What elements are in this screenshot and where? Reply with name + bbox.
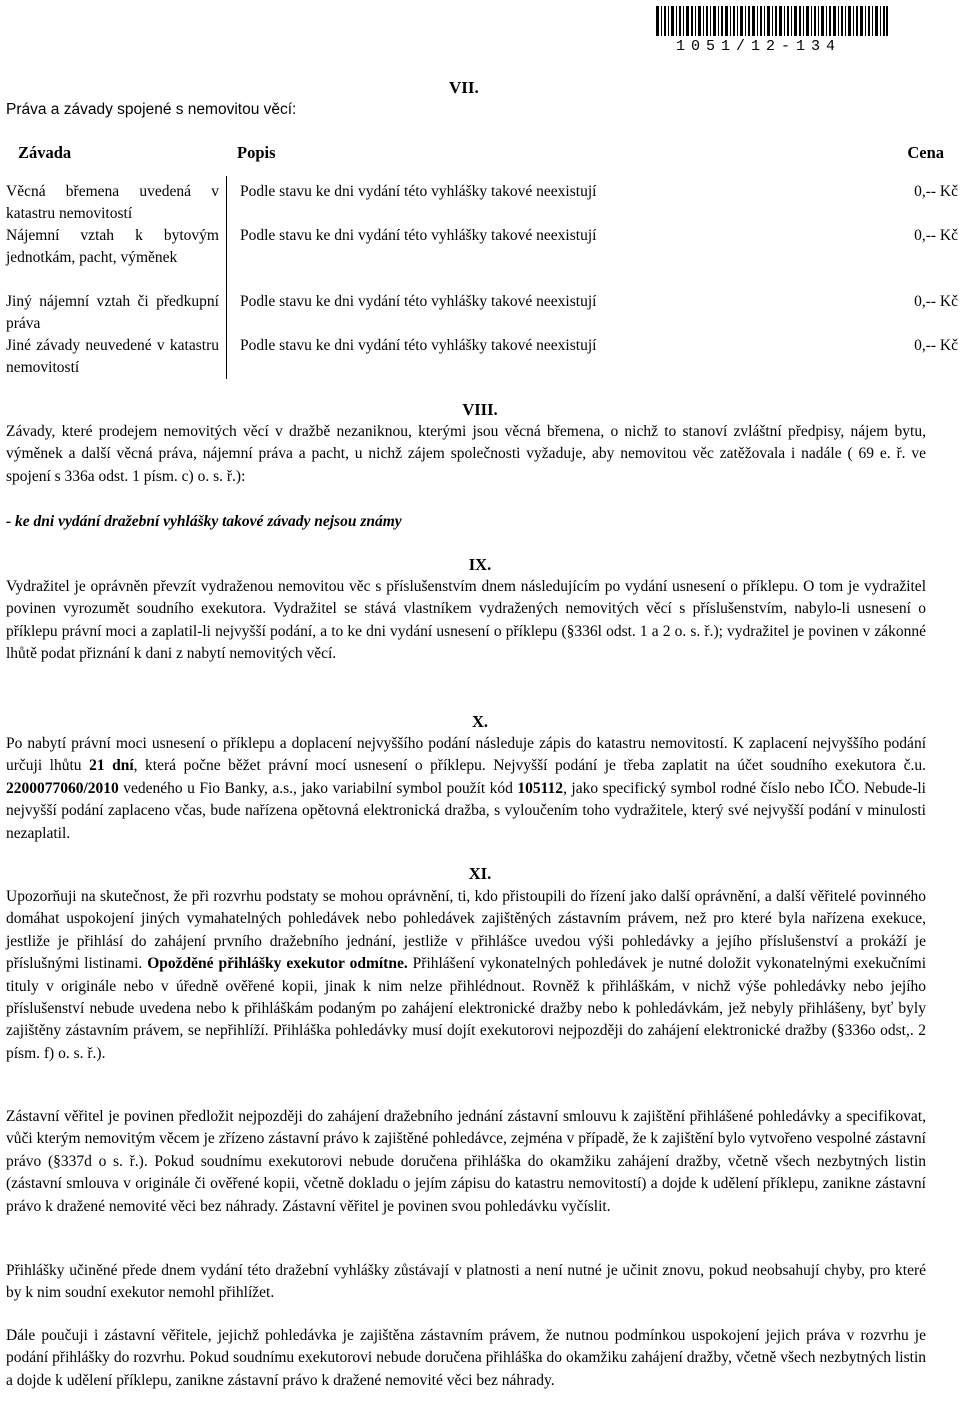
section-x-text-1: Po nabytí právní moci usnesení o příklepu a doplacení nejvyššího podání následuje zápis do katastru nemovitostí. K zaplacení nejvyššího podání určuji lhůtu: [6, 735, 926, 775]
section-heading-x: X.: [471, 712, 489, 731]
table-row-label: Věcná břemena uvedená v katastru nemovitostí: [6, 183, 219, 222]
table-row-label: Nájemní vztah k bytovým jednotkám, pacht, výměnek: [6, 227, 219, 266]
table-row-price: 0,-- Kč: [914, 337, 958, 354]
table-column-divider: [226, 176, 227, 379]
section-xi-paragraph-3: Přihlášky učiněné přede dnem vydání této dražební vyhlášky zůstávají v platnosti a není nutné je učinit znovu, pokud neobsahují chyby, pro které by k nim soudní exekutor nemohl přihlížet.: [6, 1262, 926, 1302]
section-heading-viii: VIII.: [462, 400, 498, 419]
section-heading-xi: XI.: [468, 864, 492, 883]
table-row-label: Jiný nájemní vztah či předkupní práva: [6, 293, 219, 332]
table-row-description: Podle stavu ke dni vydání této vyhlášky takové neexistují: [240, 183, 597, 200]
section-xi-text-2: Přihlášení vykonatelných pohledávek je nutné doložit vykonatelnými exekučními tituly v originále nebo v úředně ověřené kopii, jinak k nim nelze přihlédnout. Rovněž k přihláškám, v nichž výše pohledávky nebo jejího příslušenství nebude uvedena nebo k přihláškám podaným po zahájení elektronické dražby nebo k pohledávkám, jež nebyly přihlášeny, byť byly zajištěny zástavním právem, se nepřihlíží. Přihláška pohledávky musí dojít exekutorovi nejpozději do zahájení elektronické dražby (§336o odst,. 2 písm. f) o. s. ř.).: [6, 955, 927, 1062]
late-notice: Opožděné přihlášky exekutor odmítne.: [147, 955, 408, 973]
section-xi-text-1: Upozorňuji na skutečnost, že při rozvrhu podstaty se mohou oprávnění, ti, kdo přistoupili do řízení jako další oprávnění, a další věřitelé povinného domáhat uspokojení jiných vymahatelných pohledávek nebo pohledávek zajištěných zástavním právem, než pro které byla nařízena exekuce, jestliže je přihlásí do zahájení prvního dražebního jednání, jestliže v přihlášce uvedou výši pohledávky a jejího příslušenství a prokáží je příslušnými listinami.: [6, 888, 926, 973]
table-row-price: 0,-- Kč: [914, 183, 958, 200]
section-xi-text: [6, 886, 926, 1065]
table-row-price: 0,-- Kč: [914, 227, 958, 244]
section-viii-text: Závady, které prodejem nemovitých věcí v dražbě nezaniknou, kterými jsou věcná břemena, o nichž to stanoví zvláštní předpisy, nájem bytu, výměnek a další věcná práva, nájemní práva a pacht, u nichž zájem společnosti vyžaduje, aby nemovitou věc zatěžovala i nadále ( 69 e. ř. ve spojení s 336a odst. 1 písm. c) o. s. ř.):: [6, 423, 926, 485]
column-header-price: Cena: [907, 143, 944, 162]
table-row-description: Podle stavu ke dni vydání této vyhlášky takové neexistují: [240, 227, 597, 244]
section-heading-vii: VII.: [449, 78, 479, 97]
section-x-text-4: , jako specifický symbol rodné číslo nebo IČO. Nebude-li nejvyšší podání zaplaceno včas, bude nařízena opětovná elektronická dražba, s vyloučením toho vydražitele, který své nejvyšší podání v minulosti nezaplatil.: [6, 779, 926, 842]
variable-symbol: 105112: [517, 779, 564, 797]
section-xi-paragraph-2: Zástavní věřitel je povinen předložit nejpozději do zahájení dražebního jednání zástavní smlouvu k zajištění přihlášené pohledávky a specifikovat, vůči kterým nemovitým věcem je zřízeno zástavní právo k zajištěné pohledávce, zejména v případě, že k zajištění bylo vytvořeno vespolné zástavní právo (§337d o s. ř.). Pokud soudnímu exekutorovi nebude doručena přihláška do okamžiku zahájení dražby, včetně všech nezbytných listin (zástavní smlouva v originále či ověřené kopii, včetně dokladu o jejím zápisu do katastru nemovitostí) a dojde k udělení příklepu, zanikne zástavní právo k dražené nemovité věci bez náhrady. Zástavní věřitel je povinen svou pohledávku vyčíslit.: [6, 1108, 926, 1215]
section-x-text-3: vedeného u Fio Banky, a.s., jako variabilní symbol použít kód: [118, 779, 518, 797]
section-viii-note: - ke dni vydání dražební vyhlášky takové závady nejsou známy: [6, 513, 402, 530]
column-header-description: Popis: [237, 143, 276, 162]
section-x-text-2: , která počne běžet právní mocí usnesení o příklepu. Nejvyšší podání je třeba zaplatit na účet soudního exekutora č.u.: [133, 757, 926, 775]
table-row-price: 0,-- Kč: [914, 293, 958, 310]
bank-account-number: 2200077060/2010: [6, 779, 119, 797]
section-ix-text: Vydražitel je oprávněn převzít vydraženou nemovitou věc s příslušenstvím dnem následujícím po vydání usnesení o příklepu. O tom je vydražitel povinen vyrozumět soudního exekutora. Vydražitel se stává vlastníkem vydražených nemovitých věcí s příslušenstvím, nabylo-li usnesení o příklepu právní moci a zaplatil-li nejvyšší podání, a to ke dni vydání usnesení o příklepu (§336l odst. 1 a 2 o. s. ř.); vydražitel je povinen v zákonné lhůtě podat přiznání k dani z nabytí nemovitých věcí.: [6, 578, 926, 663]
section-heading-ix: IX.: [468, 555, 492, 574]
section-xi-paragraph-4: Dále poučuji i zástavní věřitele, jejichž pohledávka je zajištěna zástavním právem, že nutnou podmínkou uspokojení jejich práva v rozvrhu je podání přihlášky do rozvrhu. Pokud soudnímu exekutorovi nebude doručena přihláška do okamžiku zahájení dražby, včetně všech nezbytných listin a dojde k udělení příklepu, zanikne zástavní právo k dražené nemovité věci bez náhrady.: [6, 1327, 926, 1389]
payment-deadline: 21 dní: [89, 757, 134, 775]
barcode-number: 1051/12-134: [676, 38, 842, 55]
section-intro: Práva a závady spojené s nemovitou věcí:: [6, 101, 297, 118]
table-row-description: Podle stavu ke dni vydání této vyhlášky takové neexistují: [240, 337, 597, 354]
section-x-text: [6, 733, 926, 845]
barcode: [656, 6, 888, 36]
column-header-defect: Závada: [18, 143, 72, 162]
table-row-label: Jiné závady neuvedené v katastru nemovitostí: [6, 337, 219, 376]
table-row-description: Podle stavu ke dni vydání této vyhlášky takové neexistují: [240, 293, 597, 310]
